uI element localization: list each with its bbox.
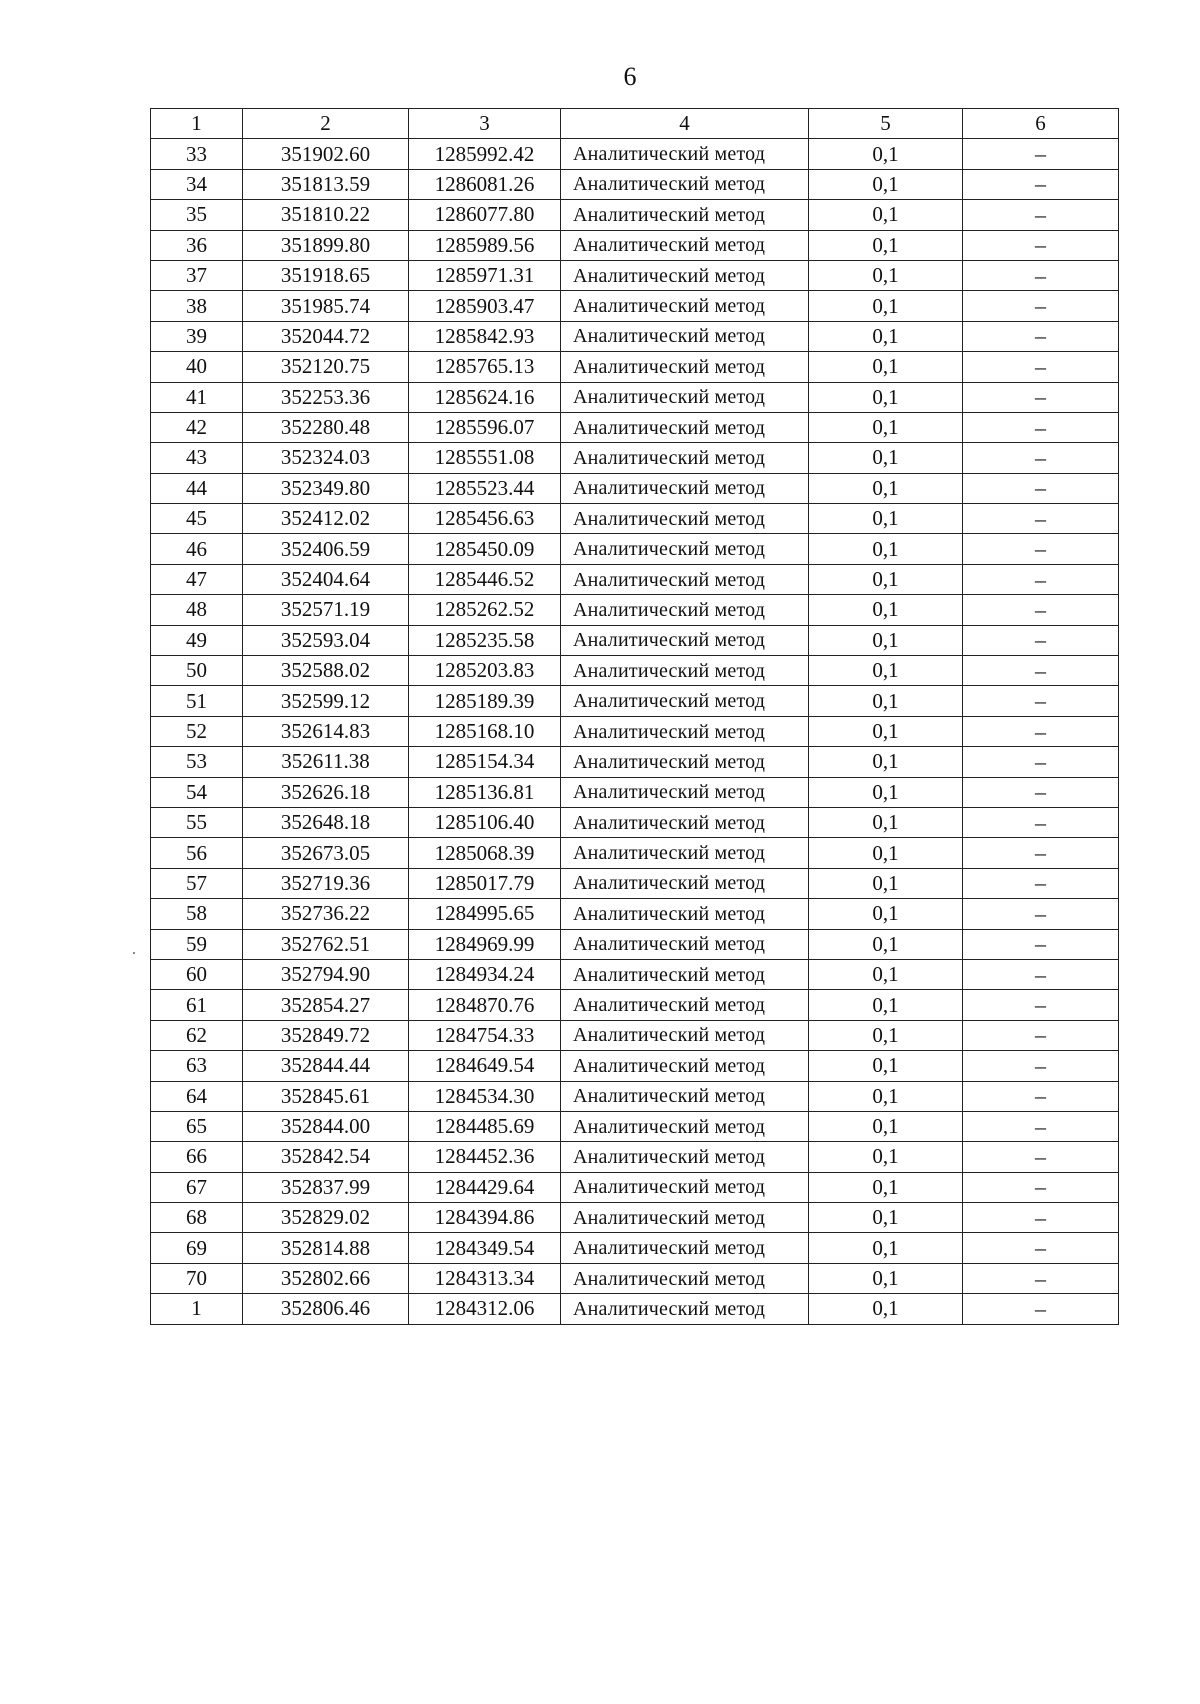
accuracy-cell: 0,1 (809, 260, 963, 290)
table-row (151, 169, 1119, 199)
note-cell: – (963, 1020, 1119, 1050)
table-row (151, 1294, 1119, 1324)
accuracy-cell: 0,1 (809, 200, 963, 230)
x-coordinate-cell: 352829.02 (243, 1203, 409, 1233)
y-coordinate-cell: 1286077.80 (409, 200, 561, 230)
note-cell: – (963, 230, 1119, 260)
x-coordinate-cell: 352593.04 (243, 625, 409, 655)
table-row (151, 1081, 1119, 1111)
point-number-cell: 56 (151, 838, 243, 868)
point-number-cell: 36 (151, 230, 243, 260)
table-row (151, 534, 1119, 564)
method-cell: Аналитический метод (561, 656, 809, 686)
method-cell: Аналитический метод (561, 1172, 809, 1202)
table-row (151, 686, 1119, 716)
method-cell: Аналитический метод (561, 868, 809, 898)
table-row (151, 504, 1119, 534)
method-cell: Аналитический метод (561, 443, 809, 473)
x-coordinate-cell: 352845.61 (243, 1081, 409, 1111)
header-cell: 4 (561, 109, 809, 139)
point-number-cell: 38 (151, 291, 243, 321)
point-number-cell: 47 (151, 564, 243, 594)
accuracy-cell: 0,1 (809, 1294, 963, 1324)
y-coordinate-cell: 1285154.34 (409, 747, 561, 777)
x-coordinate-cell: 352794.90 (243, 959, 409, 989)
y-coordinate-cell: 1285203.83 (409, 656, 561, 686)
method-cell: Аналитический метод (561, 230, 809, 260)
table-row (151, 443, 1119, 473)
point-number-cell: 42 (151, 412, 243, 442)
table-row (151, 1051, 1119, 1081)
table-row (151, 230, 1119, 260)
x-coordinate-cell: 352842.54 (243, 1142, 409, 1172)
x-coordinate-cell: 351902.60 (243, 139, 409, 169)
accuracy-cell: 0,1 (809, 656, 963, 686)
y-coordinate-cell: 1285068.39 (409, 838, 561, 868)
y-coordinate-cell: 1284429.64 (409, 1172, 561, 1202)
accuracy-cell: 0,1 (809, 686, 963, 716)
x-coordinate-cell: 352349.80 (243, 473, 409, 503)
y-coordinate-cell: 1284452.36 (409, 1142, 561, 1172)
x-coordinate-cell: 352611.38 (243, 747, 409, 777)
point-number-cell: 67 (151, 1172, 243, 1202)
table-row (151, 807, 1119, 837)
method-cell: Аналитический метод (561, 382, 809, 412)
note-cell: – (963, 352, 1119, 382)
point-number-cell: 48 (151, 595, 243, 625)
point-number-cell: 49 (151, 625, 243, 655)
x-coordinate-cell: 351985.74 (243, 291, 409, 321)
accuracy-cell: 0,1 (809, 929, 963, 959)
method-cell: Аналитический метод (561, 169, 809, 199)
accuracy-cell: 0,1 (809, 1081, 963, 1111)
table-row (151, 747, 1119, 777)
note-cell: – (963, 139, 1119, 169)
note-cell: – (963, 1203, 1119, 1233)
accuracy-cell: 0,1 (809, 868, 963, 898)
x-coordinate-cell: 352673.05 (243, 838, 409, 868)
accuracy-cell: 0,1 (809, 899, 963, 929)
method-cell: Аналитический метод (561, 777, 809, 807)
y-coordinate-cell: 1284870.76 (409, 990, 561, 1020)
table-row (151, 200, 1119, 230)
y-coordinate-cell: 1284934.24 (409, 959, 561, 989)
accuracy-cell: 0,1 (809, 1020, 963, 1050)
note-cell: – (963, 534, 1119, 564)
y-coordinate-cell: 1284995.65 (409, 899, 561, 929)
table-row (151, 595, 1119, 625)
x-coordinate-cell: 352120.75 (243, 352, 409, 382)
note-cell: – (963, 1111, 1119, 1141)
method-cell: Аналитический метод (561, 1111, 809, 1141)
x-coordinate-cell: 351918.65 (243, 260, 409, 290)
y-coordinate-cell: 1284754.33 (409, 1020, 561, 1050)
point-number-cell: 63 (151, 1051, 243, 1081)
accuracy-cell: 0,1 (809, 990, 963, 1020)
accuracy-cell: 0,1 (809, 747, 963, 777)
x-coordinate-cell: 352837.99 (243, 1172, 409, 1202)
table-row (151, 1020, 1119, 1050)
point-number-cell: 34 (151, 169, 243, 199)
note-cell: – (963, 1263, 1119, 1293)
y-coordinate-cell: 1285106.40 (409, 807, 561, 837)
point-number-cell: 60 (151, 959, 243, 989)
note-cell: – (963, 838, 1119, 868)
point-number-cell: 39 (151, 321, 243, 351)
accuracy-cell: 0,1 (809, 564, 963, 594)
table-row (151, 929, 1119, 959)
table-row (151, 1111, 1119, 1141)
method-cell: Аналитический метод (561, 1203, 809, 1233)
note-cell: – (963, 1233, 1119, 1263)
note-cell: – (963, 959, 1119, 989)
y-coordinate-cell: 1284313.34 (409, 1263, 561, 1293)
y-coordinate-cell: 1284349.54 (409, 1233, 561, 1263)
accuracy-cell: 0,1 (809, 504, 963, 534)
x-coordinate-cell: 352719.36 (243, 868, 409, 898)
table-row (151, 625, 1119, 655)
method-cell: Аналитический метод (561, 504, 809, 534)
note-cell: – (963, 747, 1119, 777)
method-cell: Аналитический метод (561, 899, 809, 929)
point-number-cell: 52 (151, 716, 243, 746)
note-cell: – (963, 807, 1119, 837)
note-cell: – (963, 929, 1119, 959)
note-cell: – (963, 1142, 1119, 1172)
x-coordinate-cell: 352849.72 (243, 1020, 409, 1050)
method-cell: Аналитический метод (561, 1051, 809, 1081)
table-row (151, 260, 1119, 290)
table-row (151, 959, 1119, 989)
method-cell: Аналитический метод (561, 686, 809, 716)
table-row (151, 1172, 1119, 1202)
point-number-cell: 57 (151, 868, 243, 898)
method-cell: Аналитический метод (561, 534, 809, 564)
y-coordinate-cell: 1284312.06 (409, 1294, 561, 1324)
x-coordinate-cell: 352280.48 (243, 412, 409, 442)
accuracy-cell: 0,1 (809, 352, 963, 382)
method-cell: Аналитический метод (561, 473, 809, 503)
method-cell: Аналитический метод (561, 807, 809, 837)
method-cell: Аналитический метод (561, 595, 809, 625)
table-row (151, 1142, 1119, 1172)
table-row (151, 564, 1119, 594)
accuracy-cell: 0,1 (809, 169, 963, 199)
point-number-cell: 43 (151, 443, 243, 473)
method-cell: Аналитический метод (561, 716, 809, 746)
note-cell: – (963, 321, 1119, 351)
x-coordinate-cell: 352762.51 (243, 929, 409, 959)
y-coordinate-cell: 1285136.81 (409, 777, 561, 807)
header-cell: 2 (243, 109, 409, 139)
x-coordinate-cell: 352648.18 (243, 807, 409, 837)
scan-speck (133, 952, 135, 954)
table-row (151, 382, 1119, 412)
accuracy-cell: 0,1 (809, 230, 963, 260)
y-coordinate-cell: 1285765.13 (409, 352, 561, 382)
accuracy-cell: 0,1 (809, 321, 963, 351)
page-number: 6 (623, 62, 637, 91)
accuracy-cell: 0,1 (809, 1142, 963, 1172)
y-coordinate-cell: 1286081.26 (409, 169, 561, 199)
note-cell: – (963, 716, 1119, 746)
accuracy-cell: 0,1 (809, 139, 963, 169)
table-row (151, 321, 1119, 351)
note-cell: – (963, 625, 1119, 655)
point-number-cell: 53 (151, 747, 243, 777)
y-coordinate-cell: 1285989.56 (409, 230, 561, 260)
point-number-cell: 51 (151, 686, 243, 716)
accuracy-cell: 0,1 (809, 412, 963, 442)
header-cell: 1 (151, 109, 243, 139)
point-number-cell: 66 (151, 1142, 243, 1172)
note-cell: – (963, 686, 1119, 716)
y-coordinate-cell: 1284534.30 (409, 1081, 561, 1111)
point-number-cell: 41 (151, 382, 243, 412)
point-number-cell: 1 (151, 1294, 243, 1324)
table-body (151, 109, 1119, 1325)
x-coordinate-cell: 352571.19 (243, 595, 409, 625)
method-cell: Аналитический метод (561, 747, 809, 777)
method-cell: Аналитический метод (561, 1020, 809, 1050)
x-coordinate-cell: 352614.83 (243, 716, 409, 746)
note-cell: – (963, 382, 1119, 412)
x-coordinate-cell: 352406.59 (243, 534, 409, 564)
note-cell: – (963, 1081, 1119, 1111)
x-coordinate-cell: 352814.88 (243, 1233, 409, 1263)
header-cell: 5 (809, 109, 963, 139)
table-row (151, 777, 1119, 807)
point-number-cell: 65 (151, 1111, 243, 1141)
y-coordinate-cell: 1285624.16 (409, 382, 561, 412)
table-row (151, 1263, 1119, 1293)
accuracy-cell: 0,1 (809, 838, 963, 868)
x-coordinate-cell: 351813.59 (243, 169, 409, 199)
x-coordinate-cell: 352854.27 (243, 990, 409, 1020)
y-coordinate-cell: 1285017.79 (409, 868, 561, 898)
x-coordinate-cell: 351899.80 (243, 230, 409, 260)
x-coordinate-cell: 352412.02 (243, 504, 409, 534)
x-coordinate-cell: 352844.44 (243, 1051, 409, 1081)
table-row (151, 656, 1119, 686)
note-cell: – (963, 169, 1119, 199)
y-coordinate-cell: 1285842.93 (409, 321, 561, 351)
method-cell: Аналитический метод (561, 1081, 809, 1111)
accuracy-cell: 0,1 (809, 382, 963, 412)
method-cell: Аналитический метод (561, 200, 809, 230)
note-cell: – (963, 595, 1119, 625)
y-coordinate-cell: 1285971.31 (409, 260, 561, 290)
table-row (151, 838, 1119, 868)
point-number-cell: 68 (151, 1203, 243, 1233)
point-number-cell: 44 (151, 473, 243, 503)
accuracy-cell: 0,1 (809, 534, 963, 564)
table-row (151, 868, 1119, 898)
accuracy-cell: 0,1 (809, 595, 963, 625)
table-row (151, 291, 1119, 321)
accuracy-cell: 0,1 (809, 443, 963, 473)
y-coordinate-cell: 1285235.58 (409, 625, 561, 655)
note-cell: – (963, 200, 1119, 230)
x-coordinate-cell: 352324.03 (243, 443, 409, 473)
y-coordinate-cell: 1285168.10 (409, 716, 561, 746)
x-coordinate-cell: 352044.72 (243, 321, 409, 351)
point-number-cell: 69 (151, 1233, 243, 1263)
method-cell: Аналитический метод (561, 1233, 809, 1263)
table-row (151, 716, 1119, 746)
note-cell: – (963, 260, 1119, 290)
note-cell: – (963, 868, 1119, 898)
method-cell: Аналитический метод (561, 959, 809, 989)
accuracy-cell: 0,1 (809, 291, 963, 321)
y-coordinate-cell: 1285262.52 (409, 595, 561, 625)
method-cell: Аналитический метод (561, 260, 809, 290)
method-cell: Аналитический метод (561, 139, 809, 169)
table-header-row (151, 109, 1119, 139)
y-coordinate-cell: 1284969.99 (409, 929, 561, 959)
method-cell: Аналитический метод (561, 838, 809, 868)
x-coordinate-cell: 351810.22 (243, 200, 409, 230)
y-coordinate-cell: 1285189.39 (409, 686, 561, 716)
note-cell: – (963, 412, 1119, 442)
accuracy-cell: 0,1 (809, 1172, 963, 1202)
method-cell: Аналитический метод (561, 412, 809, 442)
x-coordinate-cell: 352802.66 (243, 1263, 409, 1293)
point-number-cell: 58 (151, 899, 243, 929)
note-cell: – (963, 564, 1119, 594)
note-cell: – (963, 291, 1119, 321)
table-row (151, 473, 1119, 503)
note-cell: – (963, 504, 1119, 534)
table-row (151, 899, 1119, 929)
note-cell: – (963, 1294, 1119, 1324)
accuracy-cell: 0,1 (809, 777, 963, 807)
y-coordinate-cell: 1285903.47 (409, 291, 561, 321)
x-coordinate-cell: 352736.22 (243, 899, 409, 929)
coordinates-table (150, 108, 1119, 1325)
accuracy-cell: 0,1 (809, 807, 963, 837)
method-cell: Аналитический метод (561, 1263, 809, 1293)
note-cell: – (963, 899, 1119, 929)
table-row (151, 352, 1119, 382)
table-row (151, 412, 1119, 442)
table-row (151, 1233, 1119, 1263)
method-cell: Аналитический метод (561, 990, 809, 1020)
note-cell: – (963, 473, 1119, 503)
note-cell: – (963, 1172, 1119, 1202)
method-cell: Аналитический метод (561, 352, 809, 382)
header-cell: 6 (963, 109, 1119, 139)
x-coordinate-cell: 352588.02 (243, 656, 409, 686)
y-coordinate-cell: 1285596.07 (409, 412, 561, 442)
y-coordinate-cell: 1284394.86 (409, 1203, 561, 1233)
method-cell: Аналитический метод (561, 625, 809, 655)
note-cell: – (963, 1051, 1119, 1081)
accuracy-cell: 0,1 (809, 473, 963, 503)
point-number-cell: 70 (151, 1263, 243, 1293)
table-row (151, 990, 1119, 1020)
accuracy-cell: 0,1 (809, 959, 963, 989)
point-number-cell: 62 (151, 1020, 243, 1050)
point-number-cell: 45 (151, 504, 243, 534)
y-coordinate-cell: 1284485.69 (409, 1111, 561, 1141)
header-cell: 3 (409, 109, 561, 139)
x-coordinate-cell: 352844.00 (243, 1111, 409, 1141)
point-number-cell: 33 (151, 139, 243, 169)
accuracy-cell: 0,1 (809, 625, 963, 655)
point-number-cell: 61 (151, 990, 243, 1020)
accuracy-cell: 0,1 (809, 1263, 963, 1293)
accuracy-cell: 0,1 (809, 1233, 963, 1263)
x-coordinate-cell: 352253.36 (243, 382, 409, 412)
y-coordinate-cell: 1285992.42 (409, 139, 561, 169)
accuracy-cell: 0,1 (809, 1203, 963, 1233)
point-number-cell: 55 (151, 807, 243, 837)
note-cell: – (963, 656, 1119, 686)
y-coordinate-cell: 1285446.52 (409, 564, 561, 594)
method-cell: Аналитический метод (561, 564, 809, 594)
x-coordinate-cell: 352626.18 (243, 777, 409, 807)
y-coordinate-cell: 1285523.44 (409, 473, 561, 503)
point-number-cell: 50 (151, 656, 243, 686)
method-cell: Аналитический метод (561, 321, 809, 351)
method-cell: Аналитический метод (561, 1294, 809, 1324)
method-cell: Аналитический метод (561, 929, 809, 959)
accuracy-cell: 0,1 (809, 716, 963, 746)
point-number-cell: 37 (151, 260, 243, 290)
method-cell: Аналитический метод (561, 1142, 809, 1172)
x-coordinate-cell: 352599.12 (243, 686, 409, 716)
y-coordinate-cell: 1285456.63 (409, 504, 561, 534)
point-number-cell: 64 (151, 1081, 243, 1111)
y-coordinate-cell: 1285551.08 (409, 443, 561, 473)
table-row (151, 139, 1119, 169)
y-coordinate-cell: 1285450.09 (409, 534, 561, 564)
point-number-cell: 54 (151, 777, 243, 807)
note-cell: – (963, 990, 1119, 1020)
note-cell: – (963, 443, 1119, 473)
table-row (151, 1203, 1119, 1233)
point-number-cell: 59 (151, 929, 243, 959)
accuracy-cell: 0,1 (809, 1051, 963, 1081)
method-cell: Аналитический метод (561, 291, 809, 321)
note-cell: – (963, 777, 1119, 807)
point-number-cell: 46 (151, 534, 243, 564)
y-coordinate-cell: 1284649.54 (409, 1051, 561, 1081)
point-number-cell: 40 (151, 352, 243, 382)
accuracy-cell: 0,1 (809, 1111, 963, 1141)
point-number-cell: 35 (151, 200, 243, 230)
x-coordinate-cell: 352806.46 (243, 1294, 409, 1324)
x-coordinate-cell: 352404.64 (243, 564, 409, 594)
